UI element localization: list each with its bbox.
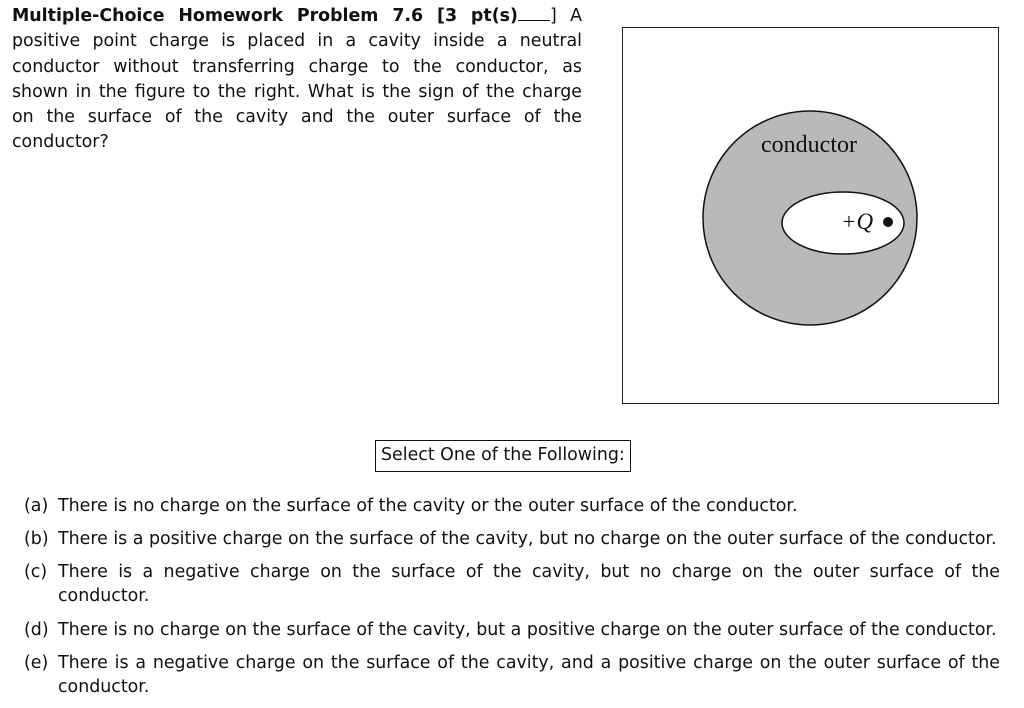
choice-text: There is no charge on the surface of the cavity or the outer surface of the conductor. [58,496,798,516]
choice-b[interactable] [24,527,1000,551]
problem-title: Multiple-Choice Homework Problem 7.6 [3 pt(s) [12,6,518,26]
choice-text: There is a negative charge on the surface of the cavity, and a positive charge on the outer surface of the conductor. [58,652,1000,697]
choice-letter: (c) [24,562,48,583]
choice-letter: (d) [24,619,49,640]
choice-text: There is a negative charge on the surface of the cavity, but no charge on the outer surface of the conductor. [58,562,1000,607]
choice-d[interactable] [24,618,1000,642]
choice-letter: (a) [24,496,49,516]
point-charge-dot [883,217,893,227]
choice-a[interactable] [24,494,1000,518]
problem-body: positive point charge is placed in a cavity inside a neutral conductor without transferring charge to the conductor, as shown in the figure to the right. What is the sign of the charge on the surface of the cavity and the outer surface of the conductor? [12,31,582,153]
problem-title-close: ] A [549,6,582,26]
choice-text: There is a positive charge on the surface of the cavity, but no charge on the outer surface of the conductor. [58,529,997,550]
figure-frame [622,27,999,404]
choice-letter: (e) [24,652,49,673]
select-prompt: Select One of the Following: [375,440,631,472]
choice-c[interactable] [24,560,1000,608]
choice-e[interactable] [24,651,1000,699]
answer-blank [518,6,550,21]
problem-statement [12,4,582,156]
choice-letter: (b) [24,529,49,550]
conductor-label: conductor [761,132,857,158]
conductor-figure [623,28,997,402]
choices-list [24,494,1000,708]
charge-label: +Q [841,209,874,234]
choice-text: There is no charge on the surface of the cavity, but a positive charge on the outer surface of the conductor. [58,619,997,640]
